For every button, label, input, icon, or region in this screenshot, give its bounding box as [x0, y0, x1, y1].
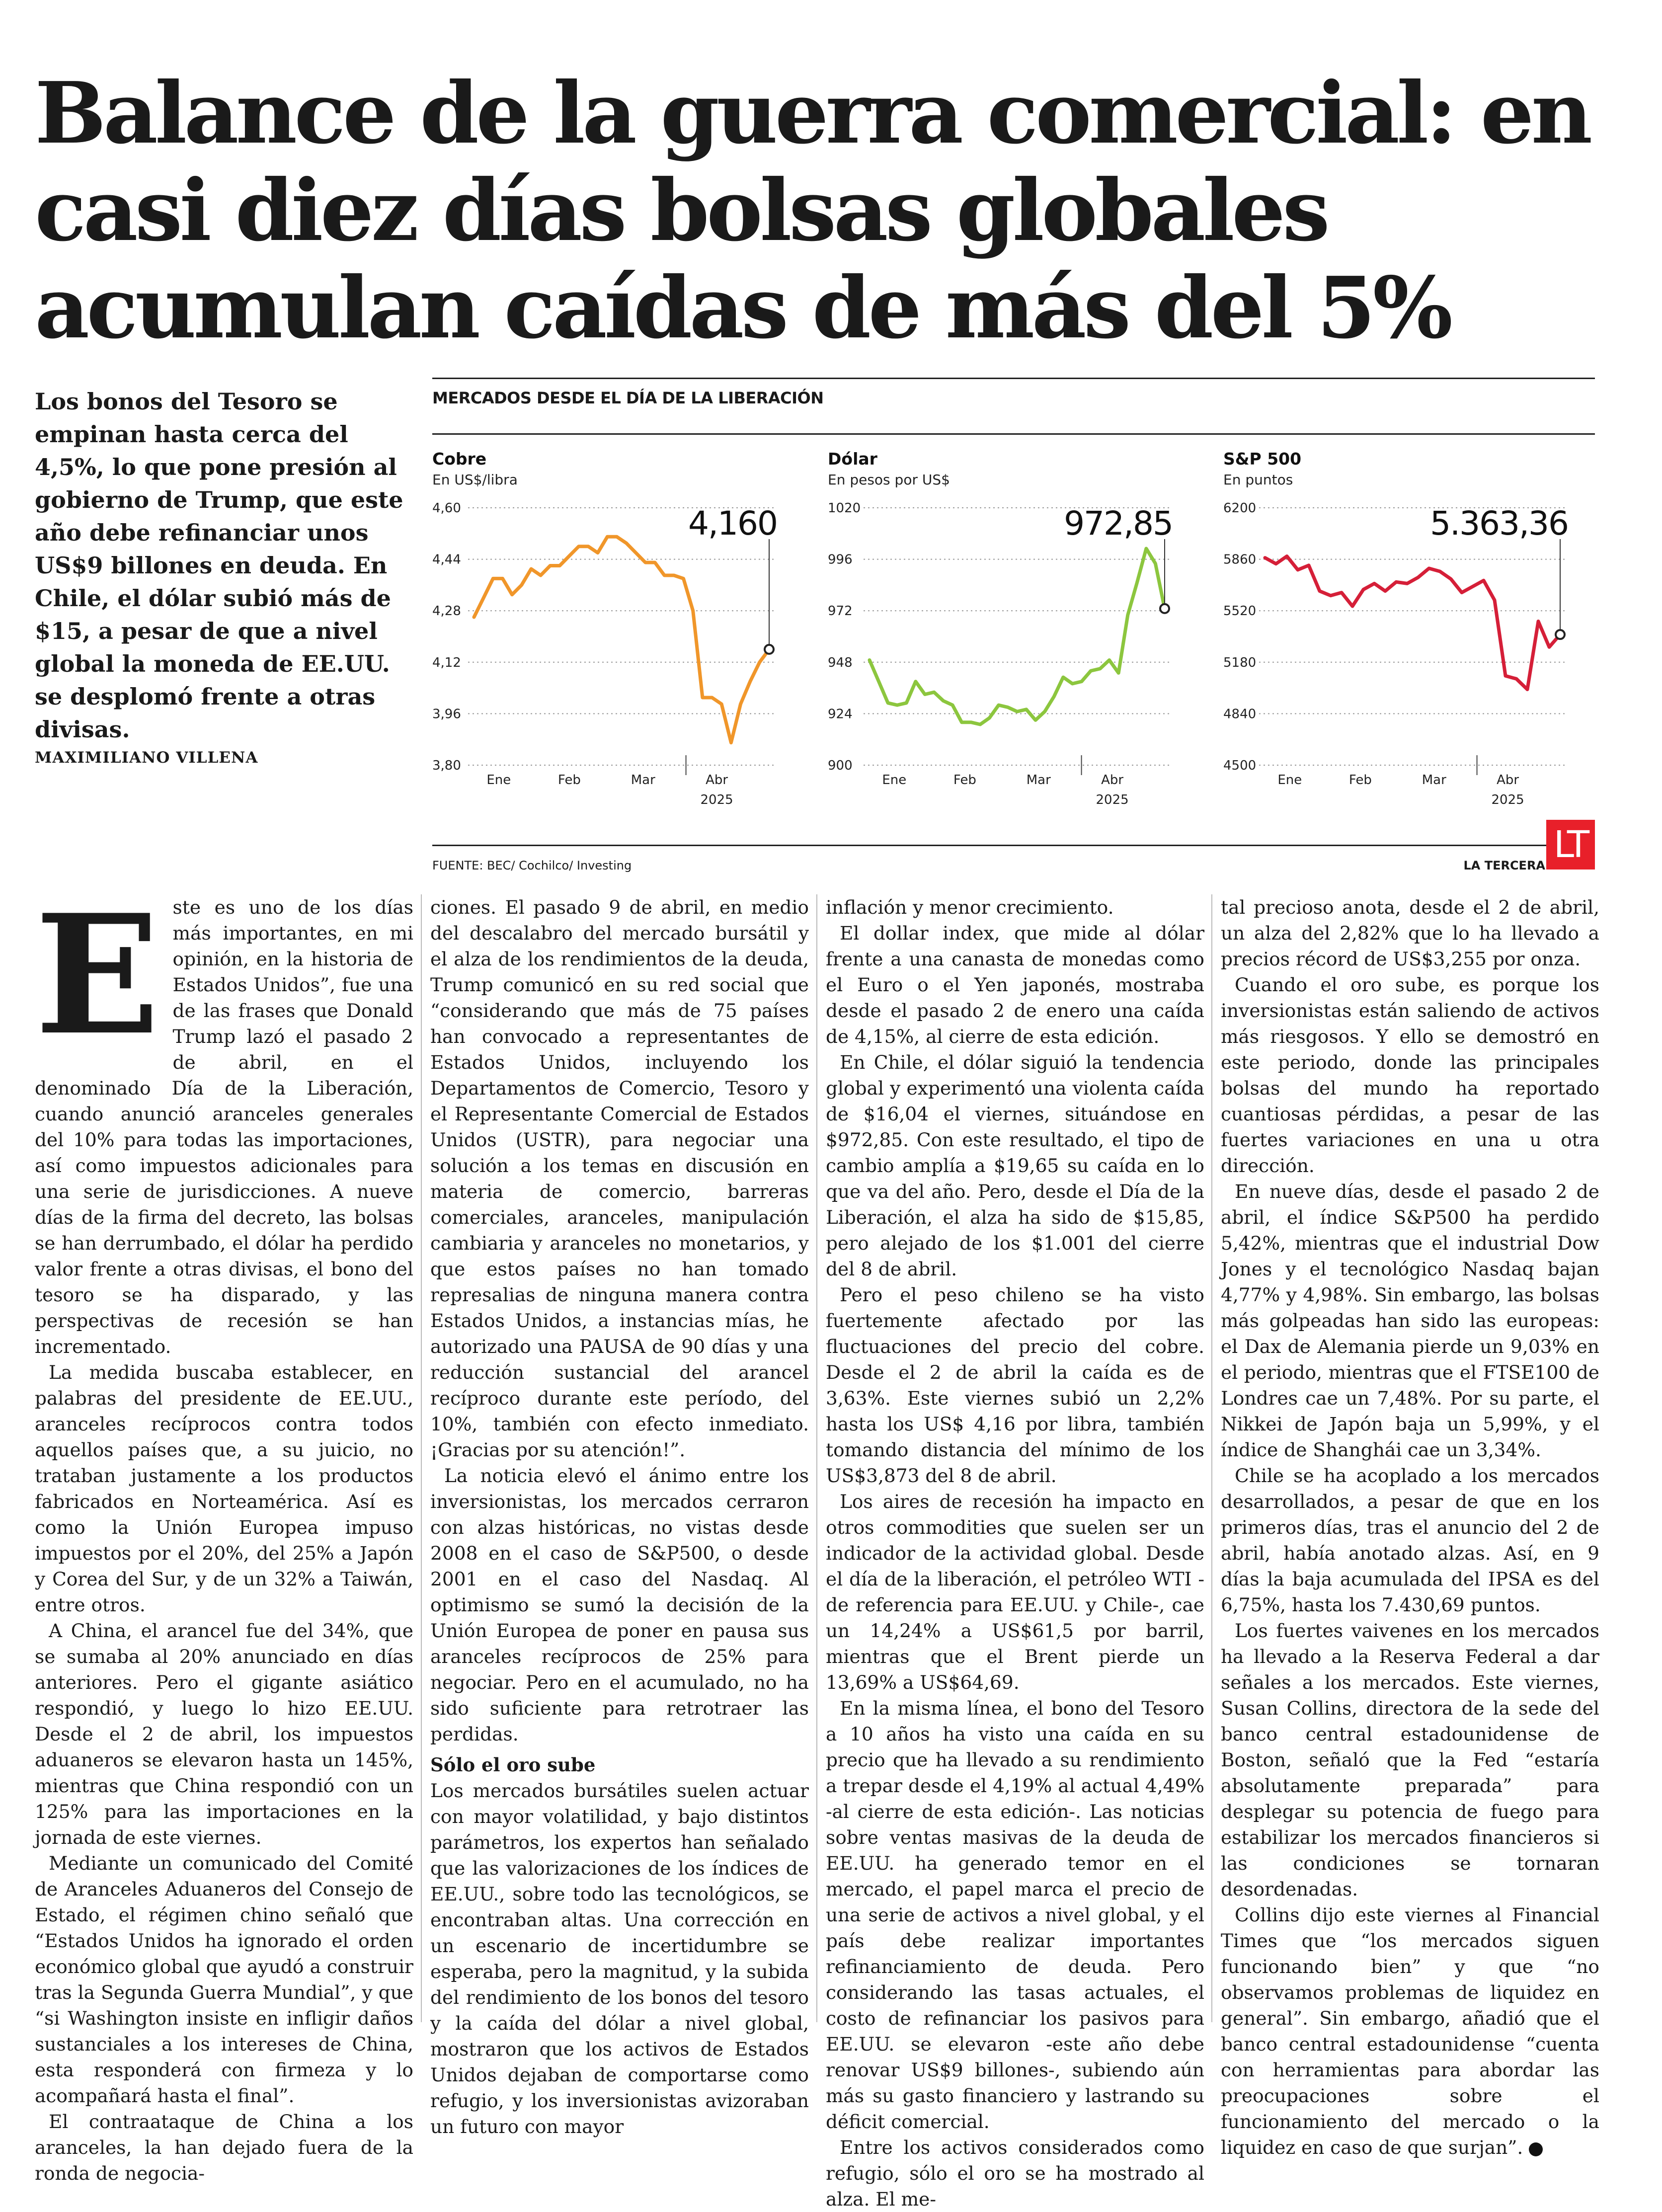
article-column-2	[430, 894, 809, 2137]
x-tick-label: Mar	[1422, 773, 1446, 788]
y-tick-label: 4840	[1223, 707, 1257, 722]
headline-line-1: Balance de la guerra comercial: en	[35, 64, 1590, 163]
paragraph: Los fuertes vaivenes en los mercados ha llevado a la Reserva Federal a dar señales a los mercados. Este viernes, Susan Collins, directora de la sede del banco central estadounidense de Boston, señaló que la Fed “estaría absolutamente preparada” para desplegar su potencia de fuego para estabilizar los mercados financieros si las condiciones se tornaran desordenadas.	[1221, 1620, 1599, 1900]
y-tick-label: 900	[828, 758, 853, 773]
deck-summary: Los bonos del Tesoro se empinan hasta cerca del 4,5%, lo que pone presión al gobierno de Trump, que este año debe refinanciar unos US$9 billones en deuda. En Chile, el dólar subió más de $15, a pesar de que a nivel global la moneda de EE.UU. se desplomó frente a otras divisas.	[35, 388, 403, 743]
subheading: Sólo el oro sube	[430, 1754, 596, 1776]
x-tick-label: Ene	[1277, 773, 1302, 788]
y-tick-label: 6200	[1223, 501, 1257, 516]
paragraph-text: Collins dijo este viernes al Financial Times que “los mercados siguen funcionando bien” y que “no observamos problemas de liquidez en general”. Sin embargo, añadió que el banco central estadounidense “cuenta con herramientas para abordar las preocupaciones sobre el funcionamiento del mercado o la liquidez en caso de que surjan”.	[1221, 1904, 1599, 2158]
headline	[35, 64, 1590, 358]
chart-title-s-p-500: S&P 500	[1223, 449, 1302, 469]
last-value-marker	[1556, 630, 1565, 639]
y-tick-label: 4500	[1223, 758, 1257, 773]
paragraph: Los aires de recesión ha impacto en otros commodities que suelen ser un indicador de la actividad global. Desde el día de la liberación, el petróleo WTI -de referencia para EE.UU. y Chile-, cae un 14,24% a US$61,5 por barril, mientras que el Brent pierde un 13,69% a US$64,69.	[826, 1491, 1204, 1693]
y-tick-label: 5520	[1223, 604, 1257, 619]
market-infographic	[432, 378, 1595, 879]
paragraph: El contraataque de China a los aranceles, la han dejado fuera de la ronda de negocia-	[35, 2111, 413, 2184]
paragraph: ciones. El pasado 9 de abril, en medio del descalabro del mercado bursátil y el alza de los rendimientos de la deuda, Trump comunicó en su red social que “considerando que más de 75 países han convocado a representantes de Estados Unidos, incluyendo los Departamentos de Comercio, Tesoro y el Representante Comercial de Estados Unidos (USTR), para negociar una solución a los temas en discusión en materia de comercio, barreras comerciales, aranceles, manipulación cambiaria y aranceles no monetarios, y que estos países no han tomado represalias de ninguna manera contra Estados Unidos, a instancias mías, he autorizado una PAUSA de 90 días y una reducción sustancial del arancel recíproco durante este período, del 10%, también con efecto inmediato. ¡Gracias por su atención!”.	[430, 896, 809, 1461]
y-tick-label: 5860	[1223, 552, 1257, 567]
paragraph: ste es uno de los días más importantes, en mi opinión, en la historia de Estados Unidos”, fue una de las frases que Donald Trump lazó el pasado 2 de abril, en el denominado Día de la Liberación, cuando anunció aranceles generales del 10% para todas las importaciones, así como impuestos adicionales para una serie de jurisdicciones. A nueve días de la firma del decreto, las bolsas se han derrumbado, el dólar ha perdido valor frente a otras divisas, el bono del tesoro se ha disparado, y las perspectivas de recesión se han incrementado.	[35, 896, 413, 1357]
current-value-label: 5.363,36	[1430, 504, 1568, 543]
paragraph: Pero el peso chileno se ha visto fuertemente afectado por las fluctuaciones del precio del cobre. Desde el 2 de abril la caída es de 3,63%. Este viernes subió un 2,2% hasta los US$ 4,16 por libra, también tomando distancia del mínimo de los US$3,873 del 8 de abril.	[826, 1284, 1204, 1487]
current-value-label: 972,85	[1064, 504, 1173, 543]
y-tick-label: 4,44	[432, 552, 461, 567]
paragraph: Los mercados bursátiles suelen actuar con mayor volatilidad, y bajo distintos parámetros, los expertos han señalado que las valorizaciones de los índices de EE.UU., sobre todo las tecnológicos, se encontraban altas. Una corrección en un escenario de incertidumbre se esperaba, pero la magnitud, y la subida del rendimiento de los bonos del tesoro y la caída del dólar a nivel global, mostraron que los activos de Estados Unidos dejaban de comportarse como refugio, y los inversionistas avizoraban un futuro con mayor	[430, 1780, 809, 2137]
infographic-title: MERCADOS DESDE EL DÍA DE LA LIBERACIÓN	[432, 389, 824, 407]
x-tick-label: Mar	[631, 773, 655, 788]
headline-line-3: acumulan caídas de más del 5%	[35, 258, 1450, 358]
headline-line-2: casi diez días bolsas globales	[35, 161, 1327, 260]
x-tick-label: Abr	[706, 773, 728, 788]
x-year-label: 2025	[1096, 792, 1129, 807]
la-tercera-logo: LT	[1546, 820, 1595, 869]
chart-title-d-lar: Dólar	[828, 449, 877, 469]
paragraph: La noticia elevó el ánimo entre los inversionistas, los mercados cerraron con alzas históricas, no vistas desde 2008 en el caso de S&P500, o desde 2001 en el caso del Nasdaq. Al optimismo se sumó la decisión de la Unión Europea de poner en pausa sus aranceles recíprocos de 25% para negociar. Pero en el acumulado, no ha sido suficiente para retrotraer las perdidas.	[430, 1465, 809, 1745]
x-tick-label: Abr	[1101, 773, 1124, 788]
paragraph: Entre los activos considerados como refugio, sólo el oro se ha mostrado al alza. El me-	[826, 2136, 1204, 2210]
chart-subtitle-s-p-500: En puntos	[1223, 472, 1293, 488]
paragraph	[1221, 1902, 1599, 2160]
article-column-3	[826, 894, 1204, 2210]
y-tick-label: 924	[828, 707, 853, 722]
y-tick-label: 4,60	[432, 501, 461, 516]
paragraph: El dollar index, que mide al dólar frente a una canasta de monedas como el Euro o el Yen japonés, mostraba desde el pasado 2 de enero una caída de 4,15%, al cierre de esta edición.	[826, 922, 1204, 1047]
chart-subtitle-cobre: En US$/libra	[432, 472, 518, 488]
paragraph: inflación y menor crecimiento.	[826, 896, 1114, 918]
paragraph: A China, el arancel fue del 34%, que se sumaba al 20% anunciado en días anteriores. Pero el gigante asiático respondió, y luego lo hizo EE.UU. Desde el 2 de abril, los impuestos aduaneros se elevaron hasta un 145%, mientras que China respondió con un 125% para las importaciones en la jornada de este viernes.	[35, 1620, 413, 1848]
paragraph: Mediante un comunicado del Comité de Aranceles Aduaneros del Consejo de Estado, el régimen chino señaló que “Estados Unidos ha ignorado el orden económico global que ayudó a construir tras la Segunda Guerra Mundial”, y que “si Washington insiste en infligir daños sustanciales a los intereses de China, esta responderá con firmeza y lo acompañará hasta el final”.	[35, 1852, 413, 2107]
y-tick-label: 4,12	[432, 655, 461, 670]
paragraph: Cuando el oro sube, es porque los inversionistas están saliendo de activos más riesgosos. Y ello se demostró en este periodo, donde las principales bolsas del mundo ha reportado cuantiosas pérdidas, a pesar de las fuertes variaciones en una u otra dirección.	[1221, 974, 1599, 1177]
series-line-cobre	[474, 537, 769, 742]
last-value-marker	[1160, 604, 1169, 613]
y-tick-label: 996	[828, 552, 853, 567]
infographic-bottom-rule	[432, 845, 1595, 846]
series-line-d-lar	[870, 549, 1165, 724]
last-value-marker	[765, 645, 774, 654]
y-tick-label: 1020	[828, 501, 861, 516]
y-tick-label: 3,80	[432, 758, 461, 773]
x-tick-label: Abr	[1497, 773, 1519, 788]
paragraph: En la misma línea, el bono del Tesoro a 10 años ha visto una caída en su precio que ha llevado a su rendimiento a trepar desde el 4,19% al actual 4,49% -al cierre de esta edición-. Las noticias sobre ventas masivas de la deuda de EE.UU. ha generado temor en el mercado, el papel marca el precio de una serie de activos a nivel global, y el país debe realizar importantes refinanciamiento de deuda. Pero considerando las tasas actuales, el costo de refinanciar los pasivos para EE.UU. se elevaron -este año debe renovar US$9 billones-, subiendo aún más su gasto financiero y lastrando su déficit comercial.	[826, 1697, 1204, 2133]
x-year-label: 2025	[700, 792, 733, 807]
chart-title-cobre: Cobre	[432, 449, 487, 469]
y-tick-label: 4,28	[432, 604, 461, 619]
paragraph: En Chile, el dólar siguió la tendencia global y experimentó una violenta caída de $16,04 el viernes, situándose en $972,85. Con este resultado, el tipo de cambio amplía a $19,65 su caída en lo que va del año. Pero, desde el Día de la Liberación, el alza ha sido de $15,85, pero alejado de los $1.001 del cierre del 8 de abril.	[826, 1051, 1204, 1280]
x-tick-label: Feb	[1348, 773, 1372, 788]
article-column-1	[35, 878, 413, 2184]
chart-subtitle-d-lar: En pesos por US$	[828, 472, 950, 488]
byline: MAXIMILIANO VILLENA	[35, 749, 258, 767]
charts-svg	[432, 378, 1595, 825]
column-divider	[421, 894, 422, 2022]
chart-source: FUENTE: BEC/ Cochilco/ Investing	[432, 859, 632, 872]
drop-cap: E	[35, 878, 160, 1071]
series-line-s-p-500	[1265, 556, 1560, 690]
end-mark-icon: P	[1529, 2142, 1543, 2156]
x-tick-label: Ene	[882, 773, 907, 788]
x-year-label: 2025	[1491, 792, 1524, 807]
x-tick-label: Mar	[1026, 773, 1051, 788]
article-column-4	[1221, 894, 1599, 2158]
column-divider	[1211, 894, 1212, 2022]
brand-name: LA TERCERA	[1463, 859, 1545, 872]
x-tick-label: Feb	[953, 773, 976, 788]
paragraph: Chile se ha acoplado a los mercados desarrollados, a pesar de que en los primeros días, tras el anuncio del 2 de abril, había anotado alzas. Así, en 9 días la baja acumulada del IPSA es del 6,75%, hasta los 7.430,69 puntos.	[1221, 1465, 1599, 1616]
current-value-label: 4,160	[688, 504, 777, 543]
y-tick-label: 3,96	[432, 707, 461, 722]
paragraph: La medida buscaba establecer, en palabras del presidente de EE.UU., aranceles recíprocos contra todos aquellos países que, a su juicio, no trataban justamente a los productos fabricados en Norteamérica. Así es como la Unión Europea impuso impuestos por el 20%, del 25% a Japón y Corea del Sur, y de un 32% a Taiwán, entre otros.	[35, 1361, 413, 1616]
column-divider	[816, 894, 817, 2022]
paragraph: En nueve días, desde el pasado 2 de abril, el índice S&P500 ha perdido 5,42%, mientras que el industrial Dow Jones y el tecnológico Nasdaq bajan 4,77% y 4,98%. Sin embargo, las bolsas más golpeadas han sido las europeas: el Dax de Alemania pierde un 9,03% en el periodo, mientras que el FTSE100 de Londres cae un 7,48%. Por su parte, el Nikkei de Japón baja un 5,99%, y el índice de Shanghái cae un 3,34%.	[1221, 1181, 1599, 1461]
x-tick-label: Feb	[557, 773, 581, 788]
y-tick-label: 972	[828, 604, 853, 619]
paragraph: tal precioso anota, desde el 2 de abril, un alza del 2,82% que lo ha llevado a precios récord de US$3,255 por onza.	[1221, 896, 1599, 970]
y-tick-label: 5180	[1223, 655, 1257, 670]
x-tick-label: Ene	[486, 773, 511, 788]
y-tick-label: 948	[828, 655, 853, 670]
